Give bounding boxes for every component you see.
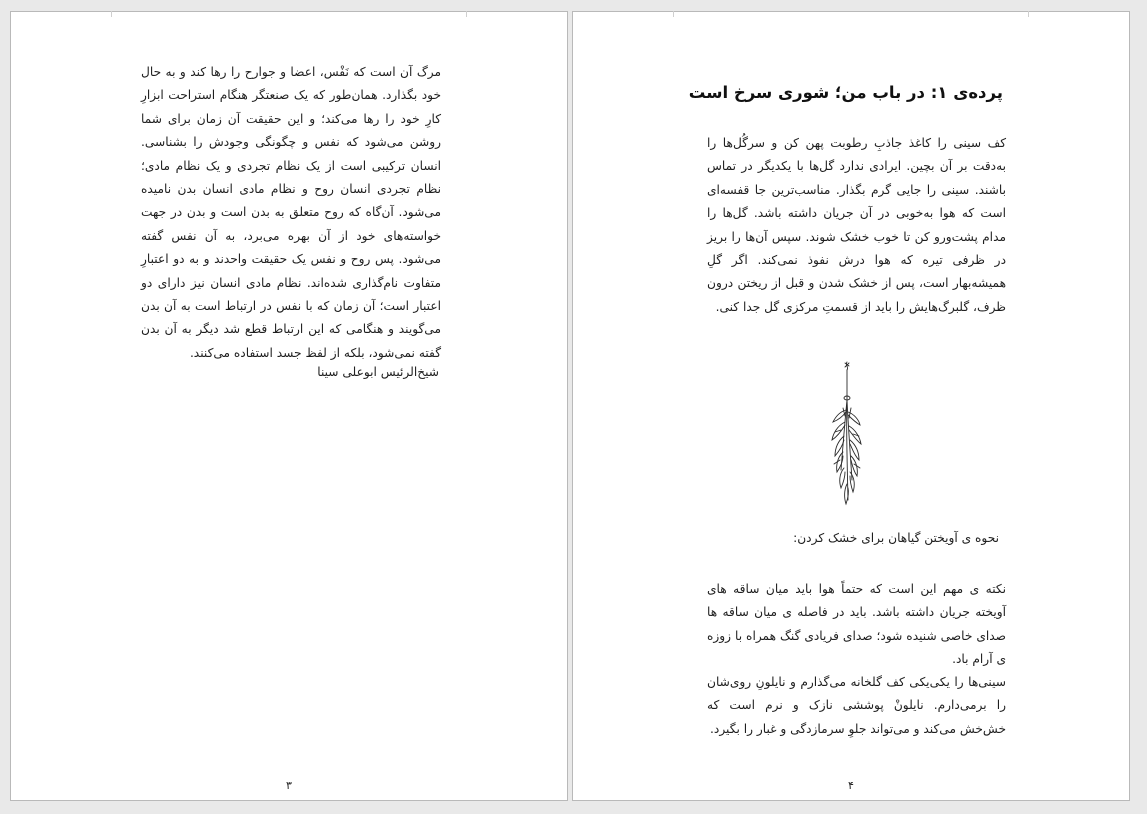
body-paragraph-2: نکته ی مهم این است که حتماً هوا باید میان ساقه های آویخته جریان داشته باشد. باید در فاصله ی میان ساقه ها صدای خاصی شنیده شود؛ صدای فریادی گنگ همراه با زوزه ی آرام باد. (707, 582, 1006, 667)
quote-paragraph: مرگ آن است که نَفْس، اعضا و جوارح را رها کند و به حال خود بگذارد. همان‌طور که یک صنعتگر هنگام استراحت ابزارِ کارِ خود را رها می‌کند؛ و این حقیقت آن زمان برای شما روشن می‌شود که نفس و چگونگی وجودش را بشناسی. انسان ترکیبی است از یک نظام تجردی و یک نظام مادی؛ نظام تجردی انسان روح و نظام مادی انسان بدن نامیده می‌شود. آن‌گاه که روح متعلق به بدن است و بدن در جهت خواسته‌های خود از آن بهره می‌برد، به آن نفس گفته می‌شود. پس روح و نفس یک حقیقت واحدند و به دو اعتبارِ متفاوت نام‌گذاری شده‌اند. نظام مادی انسان نیز دارای دو اعتبار است؛ آن زمان که با نفس در ارتباط است به آن بدن می‌گویند و هنگامی که این ارتباط قطع شد دیگر به آن بدن گفته نمی‌شود، بلکه از لفظ جسد استفاده می‌کنند. (141, 65, 441, 360)
page-number: ۳ (286, 779, 292, 792)
right-page (572, 11, 1130, 801)
page-corner-mark (1022, 11, 1029, 17)
page-corner-mark (111, 11, 118, 17)
page-number: ۴ (848, 779, 854, 792)
body-paragraph-3: سینی‌ها را یکی‌یکی کف گلخانه می‌گذارم و نایلونِ روی‌شان را برمی‌دارم. نایلونْ پوششی نازک و نرم است که خش‌خش می‌کند و می‌تواند جلوِ سرمازدگی و غبار را بگیرد. (707, 675, 1006, 736)
page-corner-mark (673, 11, 680, 17)
chapter-title: پرده‌ی ۱: در باب من؛ شوری سرخ است (688, 83, 1003, 102)
hanging-herb-bundle-illustration (823, 360, 873, 510)
page-corner-mark (460, 11, 467, 17)
left-page (10, 11, 568, 801)
quote-signature: شیخ‌الرئیس ابوعلی سینا (317, 365, 439, 379)
illustration-caption: نحوه ی آویختن گیاهان برای خشک کردن: (793, 531, 999, 545)
body-paragraph-1: کف سینی را کاغذ جاذبِ رطوبت پهن کن و سرگُل‌ها را به‌دقت بر آن بچین. ایرادی ندارد گل‌ها با یکدیگر در تماس باشند. سینی را جایی گرم بگذار. مناسب‌ترین جا قفسه‌ای است که هوا به‌خوبی در آن جریان داشته باشد. گل‌ها را مدام پشت‌ورو کن تا خوب خشک شوند. سپس آن‌ها را بریز در ظرفی تیره که هوا درش نفوذ نمی‌کند. اگر گلِ همیشه‌بهار است، پس از خشک شدن و قبل از ریختن درون ظرف، گلبرگ‌هایش را باید از قسمتِ مرکزی گل جدا کنی. (707, 136, 1006, 314)
